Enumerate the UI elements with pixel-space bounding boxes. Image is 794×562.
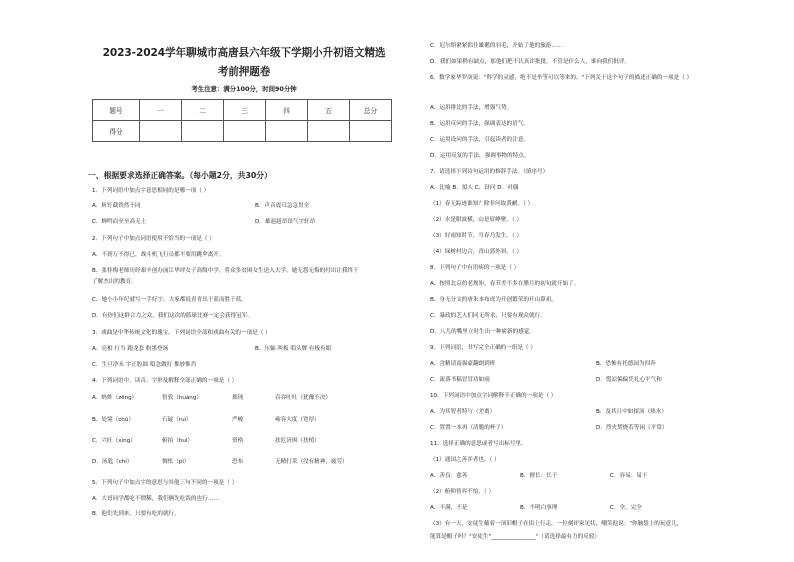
- answer-option: B．及其日中如探汤（热水）: [596, 409, 667, 415]
- answer-option: B．擅长：长于: [520, 473, 558, 479]
- title-line-1: 2023-2024学年聊城市高唐县六年级下学期小升初语文精选: [102, 47, 386, 59]
- answer-option: A．蚂蚱（zēng）: [92, 395, 138, 401]
- answer-option: D．慌凉偏偏凭礼心平气和: [596, 377, 662, 383]
- score-input-cell[interactable]: [308, 121, 350, 142]
- answer-option: C．暴政的艺人们同无所求，只要有观众就行。: [430, 313, 546, 319]
- answer-option: D．汤匙（chí）: [92, 459, 133, 465]
- answer-option: A．比喻 B．拟人 C．设问 D．对偶: [430, 185, 519, 191]
- answer-option: C．流落书稿冒冒功如雨: [430, 377, 490, 383]
- answer-option: C．全，完全: [610, 505, 642, 511]
- answer-option: A．斩钉截铁然不同: [92, 203, 141, 209]
- answer-option: 严峻: [232, 417, 244, 423]
- question-text: 6．数学家华罗庚说："科学的灵感，绝不是坐等可以等来的。"下列关于这个句子的描述正确的一项是（ ）: [430, 75, 693, 81]
- score-cell: 总分: [350, 100, 392, 121]
- answer-option: 吞吞吐吐（犹豫不决）: [275, 395, 331, 401]
- answer-option: B．声音震耳急急贯全: [255, 203, 310, 209]
- answer-option: B．身无分文的唐朱本布成为开创繁荣的开山鼻祖。: [430, 297, 557, 303]
- score-input-cell[interactable]: [266, 121, 308, 142]
- question-text: （1）春无踪迹谁知？除非问取黄鹂。（ ）: [430, 201, 534, 207]
- question-text: （1）通国之善弈者也。（ ）: [430, 457, 500, 463]
- title-line-2: 考前押题卷: [217, 66, 271, 78]
- answer-option: D．雄赳赳昂昂气宇轩昂: [255, 219, 316, 225]
- answer-option: C．兴旺（xìng）: [92, 438, 136, 444]
- question-text: （3）有一天，安徒生戴着一顶旧帽子在街上行走，一位刻评家见状，嘲笑他说："你脑袋上的玩意儿，: [430, 521, 683, 527]
- score-cell: 三: [224, 100, 266, 121]
- answer-option: A．含精请南强豪翻朗到班: [430, 361, 496, 367]
- question-text: （2）俯仰皆弈不怕。（ ）: [430, 489, 495, 495]
- answer-option: C．生旦净末 字正腔圆 唱念做打 惟妙惟肖: [92, 362, 197, 368]
- score-input-cell[interactable]: [224, 121, 266, 142]
- question-text: 9．下列词语，书写完全正确的一组是（ ）: [430, 345, 537, 351]
- answer-option: A．运用排比的手法，增强气势。: [430, 105, 513, 111]
- score-input-cell[interactable]: [350, 121, 392, 142]
- answer-option: B．恐怖有托德园为四奔: [596, 361, 656, 367]
- answer-option: 资格: [232, 438, 244, 444]
- answer-option: 无精打采（没有精神，疲劳）: [275, 459, 348, 465]
- answer-option: A．为其智者特与（差离）: [430, 409, 496, 415]
- score-cell: 一: [140, 100, 182, 121]
- score-table: [92, 99, 392, 142]
- answer-option: B．不明白事理: [520, 505, 558, 511]
- question-text: （2）水是眼波横，山是眉峰聚。（ ）: [430, 217, 523, 223]
- answer-option: C．运用设问的手法，引起读者的注意。: [430, 137, 530, 143]
- section-heading-1: 一、根据要求选择正确答案。（每小题2分，共30分）: [88, 171, 272, 180]
- score-cell: 得分: [93, 121, 140, 142]
- answer-option: B．他们先到来，只要有吃的就行。: [92, 511, 180, 517]
- answer-option: 拙钝: [232, 395, 244, 401]
- answer-option: B．张桂梅老师历经艰辛创办丽江华坪女子高级中学，将众多贫困女生送入大学，她无怨无悔的付出让我终于: [92, 268, 359, 274]
- question-text: 7．请选择下列诗句运用的修辞手法。（填序号）: [430, 169, 549, 175]
- answer-option: C．置置一本再（清脆的杯子）: [430, 425, 507, 431]
- score-value-row: [93, 121, 392, 142]
- answer-option: 石碇（ruì）: [162, 417, 192, 423]
- answer-option: B．压轴 叫板 唱头牌 有板有眼: [255, 346, 332, 352]
- answer-option: D．烈火焚烧若等闲（平常）: [596, 425, 668, 431]
- answer-option: 惆怅（pì）: [162, 459, 190, 465]
- answer-option: A．按照北京的老规矩，春节差不多在腊月的初旬就开始了。: [430, 281, 580, 287]
- question-text: 1．下列词语中加点字意思相同的是哪一项（ ）: [92, 188, 210, 194]
- answer-option: A．不满，不是: [430, 505, 468, 511]
- answer-option: A．大哥同学都吃不惯稀，我们俩先吃饭的也行……: [92, 496, 219, 502]
- score-cell: 五: [308, 100, 350, 121]
- answer-option: C．尼尔斯紧紧抓住雄鹅的羽毛，开始了他的旅游……: [430, 43, 563, 49]
- exam-title: [88, 44, 400, 82]
- score-cell: 二: [182, 100, 224, 121]
- question-text: 能算是帽子吗？"安徒生"________________"（请选择最有力的反驳）: [430, 534, 600, 540]
- question-text: （4）绿树村边合，青山郭外斜。（ ）: [430, 249, 523, 255]
- answer-option: A．亮相 行当 跑龙套 粉墨登场: [92, 346, 169, 352]
- score-cell: 题号: [93, 100, 140, 121]
- score-header-row: [93, 100, 392, 121]
- question-text: 8．下列句子中有语病的一项是（ ）: [430, 265, 520, 271]
- answer-option: 扶危济困（扶植）: [275, 438, 320, 444]
- answer-option: D．我们如果稍有缺点，那他们把不认真评批批，不管是什么人，谁向我们批评。: [430, 59, 631, 65]
- answer-option: D．运用反复的手法，强调事物的特点。: [430, 153, 530, 159]
- answer-option: 督敦（huáng）: [162, 395, 202, 401]
- answer-option: 雍容大度（宽厚）: [275, 417, 320, 423]
- question-text: 3．戏曲是中华传统文化的瑰宝。下列词语全部和戏曲有关的一项是（ ）: [92, 330, 271, 336]
- score-cell: 四: [266, 100, 308, 121]
- question-text: 10．下列词语中加点字词解释不正确的一项是（ ）: [430, 393, 557, 399]
- score-input-cell[interactable]: [182, 121, 224, 142]
- answer-option: B．处境（chù）: [92, 417, 134, 423]
- score-input-cell[interactable]: [140, 121, 182, 142]
- answer-option: A．不到万不得已，战斗机飞行员都不要用跳伞离开。: [92, 252, 225, 258]
- question-text: （3）好雨知时节，当春乃发生。（ ）: [430, 233, 523, 239]
- answer-option: D．有你们这群合力之众，我们这次的篮球比赛一定会获得冠军。: [92, 313, 253, 319]
- answer-option: 了解杰出的教育。: [92, 279, 137, 285]
- answer-option: 俯拍（huì）: [162, 438, 194, 444]
- answer-option: A．善良：慈善: [430, 473, 468, 479]
- exam-notice: 考生注意：满分100分，时间90分钟: [191, 85, 297, 93]
- question-text: 11．选择正确的意思或者写出标号里。: [430, 441, 527, 447]
- question-text: 2．下列句子中加点词语使用不恰当的一项是（ ）: [92, 236, 215, 242]
- answer-option: 恐布: [232, 459, 244, 465]
- question-text: 5．下列句子中加点字的意思与其他三句不同的一项是（ ）: [92, 480, 238, 486]
- answer-option: B．运用反问的手法，强调表达的语气。: [430, 121, 529, 127]
- answer-option: C．蝉鸣而至至高无上: [92, 219, 147, 225]
- answer-option: C．容易：易于: [610, 473, 648, 479]
- question-text: 4．下列词语中，读音、字形及解释全部正确的一项是（ ）: [92, 378, 238, 384]
- answer-option: D．八儿的嘴里立时生出一种崭新的感觉。: [430, 329, 535, 335]
- answer-option: C．她小小年纪就写一手好字，大家都说青青出于蓝而胜于蓝。: [92, 297, 247, 303]
